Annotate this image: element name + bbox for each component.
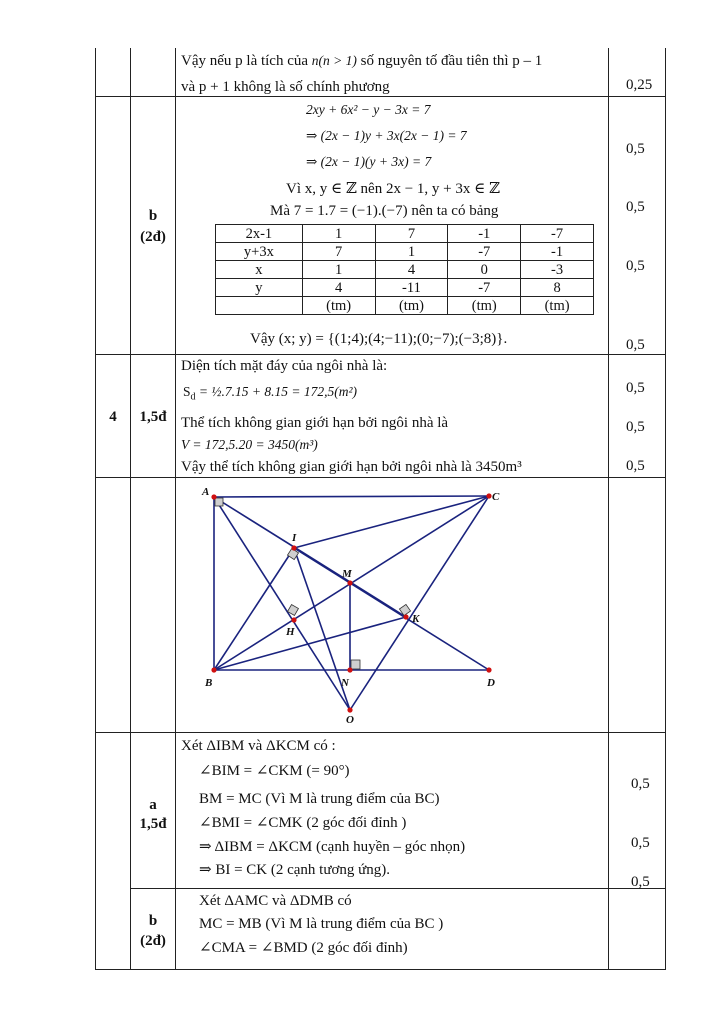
values-table-cell: x [216, 261, 303, 279]
values-table-cell: (tm) [448, 297, 521, 315]
equation-3: ⇒ (2x − 1)(y + 3x) = 7 [306, 154, 432, 169]
values-table-cell: -7 [448, 243, 521, 261]
part-b2-line3: ∠CMA = ∠BMD (2 góc đối đỉnh) [199, 940, 408, 956]
row-p-line2: và p + 1 không là số chính phương [181, 79, 390, 95]
q4-score-1: 0,5 [626, 380, 645, 396]
row-p-text-a: Vậy nếu p là tích của [181, 53, 309, 69]
score-b-3: 0,5 [626, 258, 645, 274]
q4-line1: Diện tích mặt đáy của ngôi nhà là: [181, 358, 388, 374]
values-table-cell: 2x-1 [216, 225, 303, 243]
equation-2: ⇒ (2x − 1)y + 3x(2x − 1) = 7 [306, 128, 467, 143]
point-label-k: K [412, 613, 420, 625]
values-table-cell: -1 [448, 225, 521, 243]
point-label-a: A [202, 486, 210, 498]
values-table-cell: y+3x [216, 243, 303, 261]
values-table-cell: -7 [521, 225, 594, 243]
part-a-score-3: 0,5 [631, 874, 650, 890]
q4-area-subscript: d [190, 391, 196, 403]
q4-conclusion: Vậy thể tích không gian giới hạn bởi ngôi nhà là 3450m³ [181, 459, 522, 475]
part-b-points: (2đ) [140, 229, 166, 245]
q4-line3: Thể tích không gian giới hạn bởi ngôi nhà là [181, 415, 449, 431]
values-table-cell: (tm) [375, 297, 448, 315]
part-a-line6: ⇒ BI = CK (2 cạnh tương ứng). [199, 862, 391, 878]
since-integers: Vì x, y ∈ ℤ nên 2x − 1, y + 3x ∈ ℤ [286, 181, 500, 197]
factor-pairs: Mà 7 = 1.7 = (−1).(−7) nên ta có bảng [270, 203, 499, 219]
point-label-n: N [341, 677, 349, 689]
values-table-cell: -3 [521, 261, 594, 279]
q4-volume-formula: V = 172,5.20 = 3450(m³) [181, 437, 318, 452]
part-a-line1: Xét ΔIBM và ΔKCM có : [181, 738, 336, 754]
point-label-o: O [346, 714, 354, 726]
values-table-cell: -1 [521, 243, 594, 261]
values-table-cell: 1 [375, 243, 448, 261]
solution-set: Vậy (x; y) = {(1;4);(4;−11);(0;−7);(−3;8)}. [250, 331, 508, 347]
part-a-points: 1,5đ [139, 816, 167, 832]
values-table-cell: y [216, 279, 303, 297]
part-b2-line2: MC = MB (Vì M là trung điểm của BC ) [199, 916, 444, 932]
score-b-2: 0,5 [626, 199, 645, 215]
part-a-score-2: 0,5 [631, 835, 650, 851]
values-table-cell: 0 [448, 261, 521, 279]
values-table-cell: -11 [375, 279, 448, 297]
point-label-c: C [492, 491, 500, 503]
point-label-b: B [205, 677, 213, 689]
score-b-4: 0,5 [626, 337, 645, 353]
score-b-1: 0,5 [626, 141, 645, 157]
part-b2-label: b [148, 913, 158, 929]
row-p-text-b: số nguyên tố đầu tiên thì p – 1 [360, 53, 543, 69]
part-b2-line1: Xét ΔAMC và ΔDMB có [199, 893, 352, 909]
values-table-cell: -7 [448, 279, 521, 297]
values-table-cell: 1 [302, 261, 375, 279]
point-label-h: H [286, 626, 295, 638]
q4-score-2: 0,5 [626, 419, 645, 435]
part-a-line4: ∠BMI = ∠CMK (2 góc đối đỉnh ) [199, 815, 407, 831]
q4-score-3: 0,5 [626, 458, 645, 474]
part-a-line3: BM = MC (Vì M là trung điểm của BC) [199, 791, 440, 807]
q4-points: 1,5đ [139, 409, 167, 425]
part-a-score-1: 0,5 [631, 776, 650, 792]
values-table-cell: (tm) [302, 297, 375, 315]
q4-area-symbol: S [183, 384, 191, 399]
values-table-cell: (tm) [521, 297, 594, 315]
q4-number: 4 [109, 409, 117, 425]
values-table-cell: 4 [375, 261, 448, 279]
point-label-m: M [342, 568, 352, 580]
part-a-line2: ∠BIM = ∠CKM (= 90°) [199, 763, 350, 779]
point-label-d: D [487, 677, 495, 689]
part-a-label: a [149, 797, 157, 813]
q4-area-formula: = ½.7.15 + 8.15 = 172,5(m²) [198, 384, 358, 399]
equation-1: 2xy + 6x² − y − 3x = 7 [306, 102, 431, 117]
part-b-label: b [148, 208, 158, 224]
part-b2-points: (2đ) [140, 933, 166, 949]
values-table-cell: 4 [302, 279, 375, 297]
point-label-i: I [292, 532, 297, 544]
values-table-cell: 7 [302, 243, 375, 261]
values-table-cell: 8 [521, 279, 594, 297]
part-a-line5: ⇒ ΔIBM = ΔKCM (cạnh huyền – góc nhọn) [199, 839, 466, 855]
values-table-cell: 1 [302, 225, 375, 243]
row-p-math: n(n > 1) [311, 53, 357, 68]
values-table-cell: 7 [375, 225, 448, 243]
row-p-score: 0,25 [626, 77, 653, 93]
